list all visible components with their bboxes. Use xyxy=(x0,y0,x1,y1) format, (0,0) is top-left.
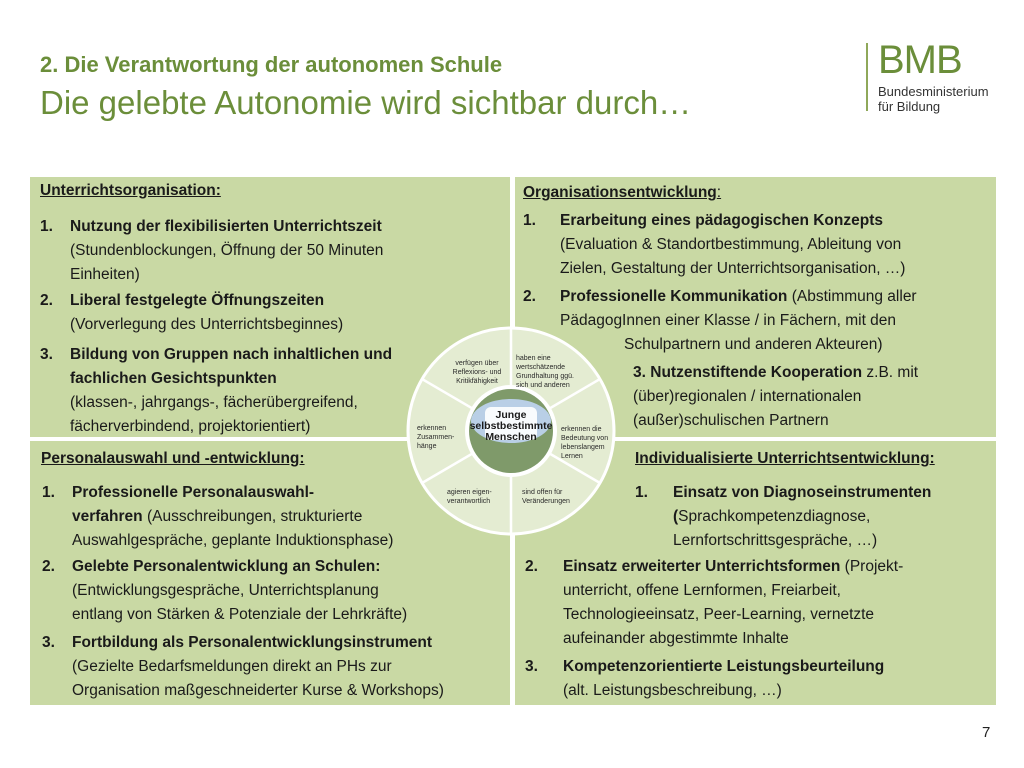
page-number: 7 xyxy=(982,724,991,741)
item-text: Zielen, Gestaltung der Unterrichtsorganisation, …) xyxy=(560,260,906,277)
item-text: Einheiten) xyxy=(70,266,140,283)
segment-text: Bedeutung von xyxy=(561,435,609,442)
quadrant-heading: Unterrichtsorganisation: xyxy=(40,182,221,199)
item-number: 1. xyxy=(523,212,536,229)
item-text: unterricht, offene Lernformen, Freiarbeit, xyxy=(563,582,841,599)
item-text: z.B. mit xyxy=(862,364,919,381)
item-title: Liberal festgelegte Öffnungszeiten xyxy=(70,292,325,309)
item-text: Schulpartnern und anderen Akteuren) xyxy=(624,336,883,353)
segment-text: verantwortlich xyxy=(447,498,491,505)
logo-divider xyxy=(866,43,868,111)
segment-text: lebenslangem xyxy=(561,444,605,451)
segment-text: Reflexions- und xyxy=(452,369,502,376)
item-title: Einsatz von Diagnoseinstrumenten xyxy=(673,484,932,501)
segment-text: Lernen xyxy=(561,453,583,460)
item-title: fachlichen Gesichtspunkten xyxy=(70,370,277,387)
item-title: Einsatz erweiterter Unterrichtsformen xyxy=(563,558,841,575)
item-title: Professionelle Kommunikation xyxy=(560,288,788,305)
item-number: 3. xyxy=(525,658,538,675)
item-text: (Stundenblockungen, Öffnung der 50 Minuten xyxy=(70,242,384,259)
item-title: Bildung von Gruppen nach inhaltlichen und xyxy=(70,346,393,363)
item-text: Organisation maßgeschneiderter Kurse & Workshops) xyxy=(72,682,444,699)
logo-letters: BMB xyxy=(878,38,962,82)
item-line xyxy=(560,285,917,309)
item-text: (Vorverlegung des Unterrichtsbeginnes) xyxy=(70,316,344,333)
item-text: (alt. Leistungsbeschreibung, …) xyxy=(563,682,782,699)
logo-text xyxy=(878,84,989,114)
segment-text: hänge xyxy=(417,443,437,450)
center-line-2: selbstbestimmte xyxy=(469,420,553,432)
item-text: (Gezielte Bedarfsmeldungen direkt an PHs zur xyxy=(72,658,392,675)
center-line-3: Menschen xyxy=(485,431,537,443)
segment-top-left xyxy=(453,360,502,385)
segment-text: sind offen für xyxy=(522,489,563,496)
item-number: 2. xyxy=(525,558,538,575)
item-text: (über)regionalen / internationalen xyxy=(633,388,862,405)
item-text: (außer)schulischen Partnern xyxy=(633,412,829,429)
segment-text: agieren eigen- xyxy=(447,489,492,496)
item-number: 1. xyxy=(40,218,53,235)
bmb-logo xyxy=(866,40,1016,120)
item-text: (klassen-, jahrgangs-, fächerübergreifend, xyxy=(70,394,358,411)
item-text: Auswahlgespräche, geplante Induktionsphase) xyxy=(72,532,394,549)
segment-text: Zusammen- xyxy=(417,434,455,441)
item-line xyxy=(633,361,918,385)
item-text: Sprachkompetenzdiagnose, xyxy=(678,508,871,525)
item-number: 2. xyxy=(42,558,55,575)
heading-text: Organisationsentwicklung xyxy=(523,184,717,201)
item-number: 3. xyxy=(40,346,53,363)
slide-title: Die gelebte Autonomie wird sichtbar durch… xyxy=(40,84,692,121)
segment-text: erkennen xyxy=(417,425,447,432)
item-text: fächerverbindend, projektorientiert) xyxy=(70,418,311,435)
item-text: (Projekt- xyxy=(840,558,904,575)
item-title: Kompetenzorientierte Leistungsbeurteilung xyxy=(563,658,885,675)
segment-text: Grundhaltung ggü. xyxy=(516,373,574,380)
item-text: (Evaluation & Standortbestimmung, Ableitung von xyxy=(560,236,902,253)
segment-text: sich und anderen xyxy=(516,382,570,389)
item-text: Technologieeinsatz, Peer-Learning, vernetzte xyxy=(563,606,875,623)
segment-text: verfügen über xyxy=(455,360,499,367)
center-line-1: Junge xyxy=(495,409,527,421)
item-title: Gelebte Personalentwicklung an Schulen: xyxy=(72,558,381,575)
logo-line-1: Bundesministerium xyxy=(878,84,989,99)
item-title: Professionelle Personalauswahl- xyxy=(72,484,315,501)
quadrant-heading: Personalauswahl und -entwicklung: xyxy=(41,450,305,467)
quadrant-heading xyxy=(523,181,721,205)
slide-subtitle: 2. Die Verantwortung der autonomen Schule xyxy=(40,52,503,77)
item-title: verfahren xyxy=(72,508,143,525)
item-text: PädagogInnen einer Klasse / in Fächern, mit den xyxy=(560,312,897,329)
central-circle-diagram xyxy=(405,325,617,537)
logo-line-2: für Bildung xyxy=(878,99,941,114)
segment-text: Kritikfähigkeit xyxy=(456,378,498,385)
segment-text: erkennen die xyxy=(561,426,602,433)
quadrant-heading: Individualisierte Unterrichtsentwicklung: xyxy=(635,450,935,467)
item-number: 2. xyxy=(40,292,53,309)
segment-text: haben eine xyxy=(516,355,551,362)
item-line xyxy=(72,505,393,529)
item-number: 1. xyxy=(42,484,55,501)
segment-text: Veränderungen xyxy=(522,498,570,505)
item-title: Fortbildung als Personalentwicklungsinstrument xyxy=(72,634,432,651)
heading-colon: : xyxy=(716,184,722,201)
item-number: 1. xyxy=(635,484,648,501)
item-text: Lernfortschrittsgespräche, …) xyxy=(673,532,878,549)
item-text: entlang von Stärken & Potenziale der Lehrkräfte) xyxy=(72,606,408,623)
item-title: Nutzenstiftende Kooperation xyxy=(650,364,863,381)
item-text: (Abstimmung aller xyxy=(787,288,917,305)
item-text: aufeinander abgestimmte Inhalte xyxy=(563,630,789,647)
item-number: 3. xyxy=(42,634,55,651)
item-text: (Entwicklungsgespräche, Unterrichtsplanung xyxy=(72,582,379,599)
item-number: 2. xyxy=(523,288,536,305)
segment-text: wertschätzende xyxy=(516,364,566,371)
item-text-bracket: ( xyxy=(673,508,679,525)
item-text: (Ausschreibungen, strukturierte xyxy=(142,508,363,525)
item-title: Nutzung der flexibilisierten Unterrichtszeit xyxy=(70,218,382,235)
item-title: Erarbeitung eines pädagogischen Konzepts xyxy=(560,212,883,229)
item-line xyxy=(563,555,903,579)
item-line xyxy=(673,505,931,529)
item-number: 3. xyxy=(633,364,646,381)
